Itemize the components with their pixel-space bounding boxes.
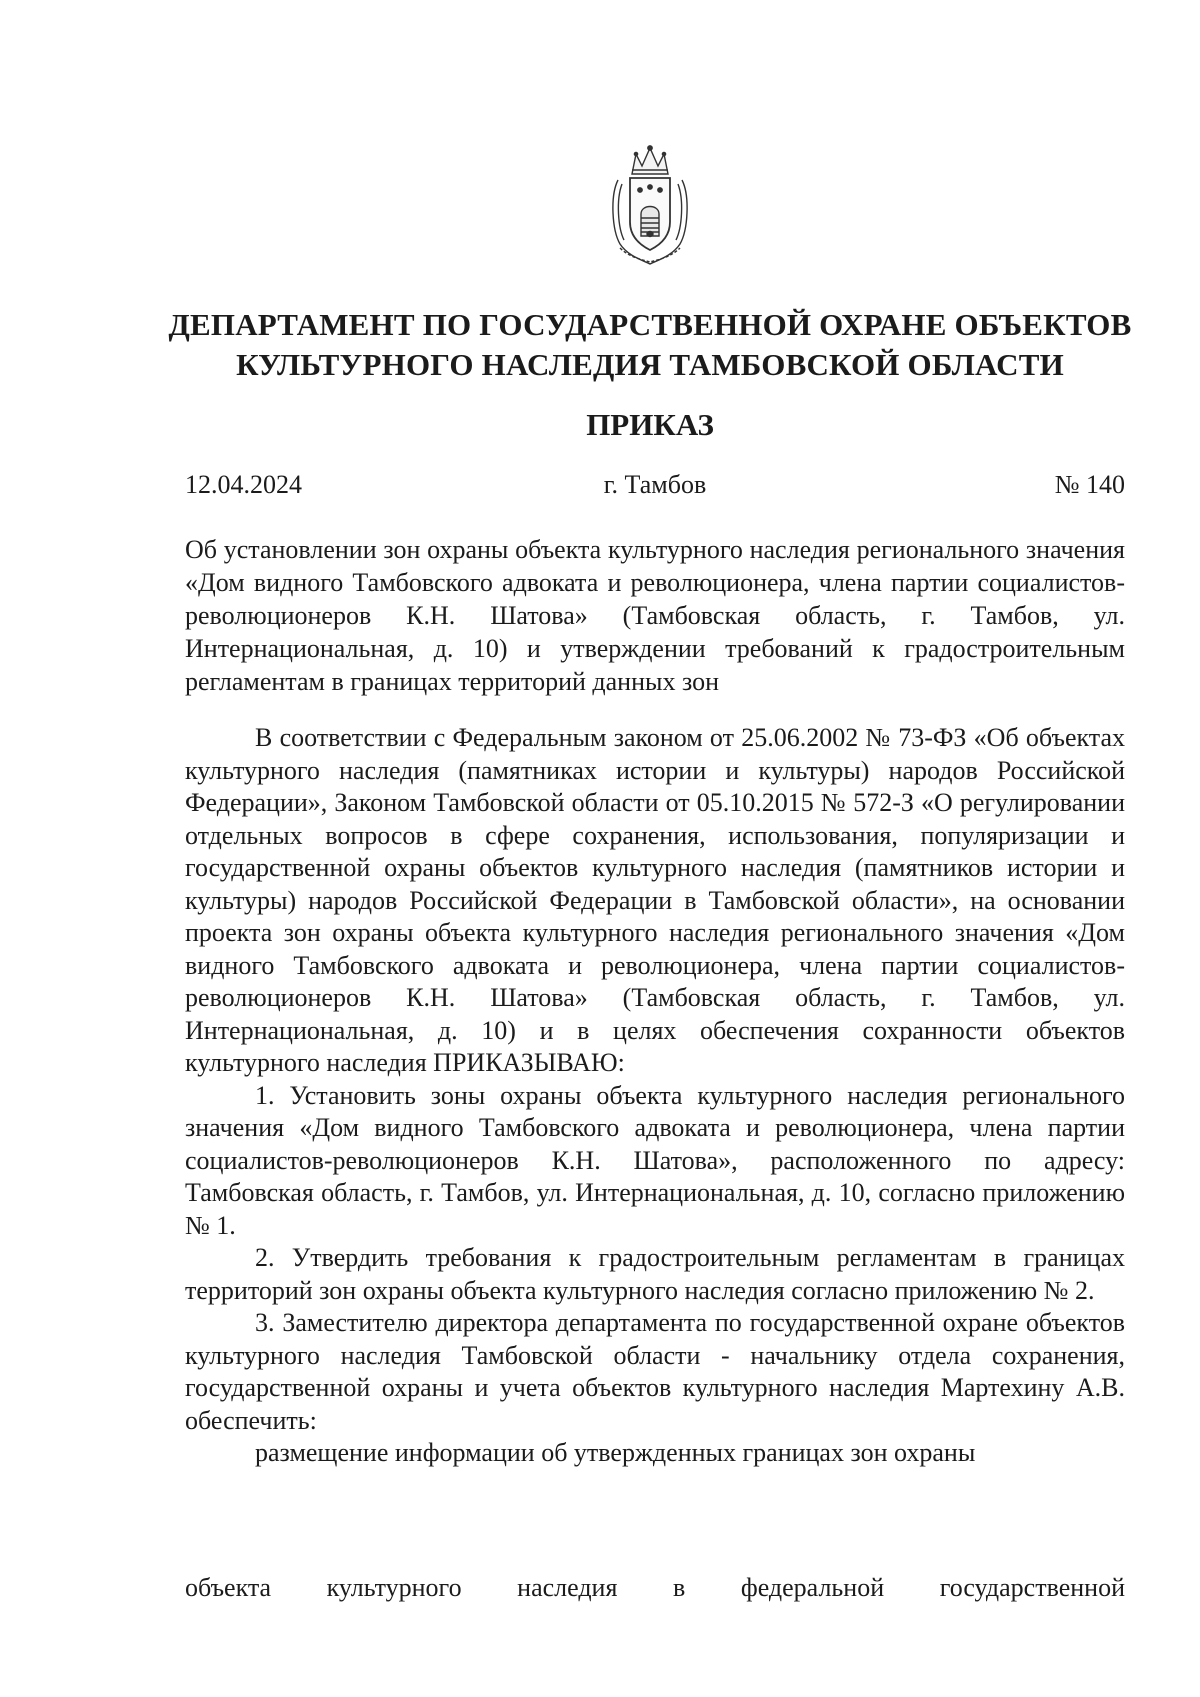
order-last-line: объекта культурного наследия в федеральной государственной (185, 1573, 1125, 1602)
order-item-3-subitem: размещение информации об утвержденных границах зон охраны (255, 1438, 976, 1467)
order-item-2: 2. Утвердить требования к градостроительным регламентам в границах территорий зон охраны объекта культурного наследия согласно приложению № 2. (185, 1243, 1125, 1305)
order-item-3: 3. Заместителю директора департамента по государственной охране объектов культурного наследия Тамбовской области - начальнику отдела сохранения, государственной охраны и учета объектов культурного наследия Мартехину А.В. обеспечить: (185, 1308, 1125, 1435)
order-meta-row (185, 468, 1125, 502)
order-preamble: В соответствии с Федеральным законом от 25.06.2002 № 73-ФЗ «Об объектах культурного наследия (памятниках истории и культуры) народов Российской Федерации», Законом Тамбовской области от 05.10.2015 № 572-З «О регулировании отдельных вопросов в сфере сохранения, использования, популяризации и государственной охраны объектов культурного наследия (памятников истории и культуры) народов Российской Федерации в Тамбовской области», на основании проекта зон охраны объекта культурного наследия регионального значения «Дом видного Тамбовского адвоката и революционера, члена партии социалистов-революционеров К.Н. Шатова» (Тамбовская область, г. Тамбов, ул. Интернациональная, д. 10) и в целях обеспечения сохранности объектов культурного наследия ПРИКАЗЫВАЮ: (185, 723, 1125, 1077)
department-header-line-1: ДЕПАРТАМЕНТ ПО ГОСУДАРСТВЕННОЙ ОХРАНЕ ОБЪЕКТОВ (168, 307, 1132, 342)
order-item-1: 1. Установить зоны охраны объекта культурного наследия регионального значения «Дом видного Тамбовского адвоката и революционера, члена партии социалистов-революционеров К.Н. Шатова», расположенного по адресу: Тамбовская область, г. Тамбов, ул. Интернациональная, д. 10, согласно приложению № 1. (185, 1080, 1125, 1240)
order-city: г. Тамбов (603, 470, 707, 499)
tambov-coat-of-arms-icon (600, 140, 700, 270)
department-header (150, 305, 1150, 385)
order-number: № 140 (1054, 470, 1125, 499)
order-body (185, 722, 1125, 1470)
order-subject: Об установлении зон охраны объекта культурного наследия регионального значения «Дом видного Тамбовского адвоката и революционера, члена партии социалистов-революционеров К.Н. Шатова» (Тамбовская область, г. Тамбов, ул. Интернациональная, д. 10) и утверждении требований к градостроительным регламентам в границах территорий данных зон (185, 535, 1125, 696)
order-date: 12.04.2024 (185, 470, 302, 499)
department-header-line-2: КУЛЬТУРНОГО НАСЛЕДИЯ ТАМБОВСКОЙ ОБЛАСТИ (236, 347, 1064, 382)
document-title: ПРИКАЗ (586, 407, 714, 442)
